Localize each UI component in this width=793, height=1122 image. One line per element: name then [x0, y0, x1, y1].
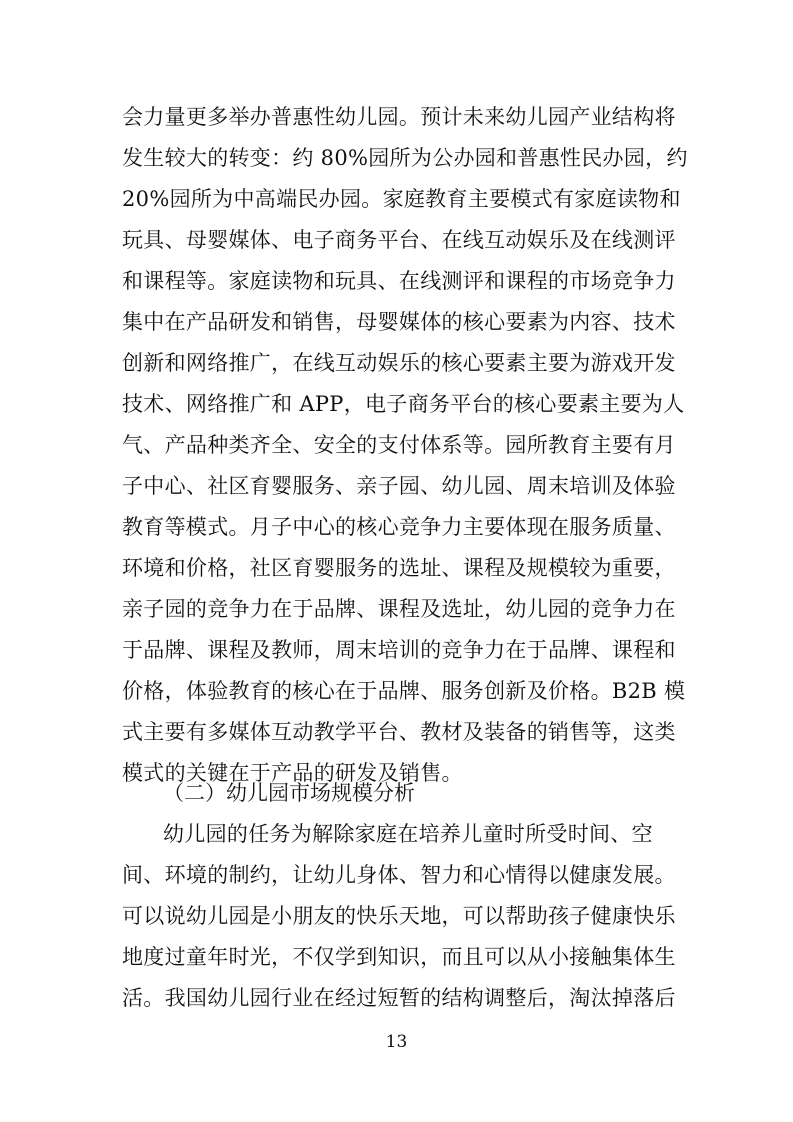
paragraph-line: 式主要有多媒体互动教学平台、教材及装备的销售等，这类 — [122, 720, 676, 744]
paragraph-line: 技术、网络推广和 APP，电子商务平台的核心要素主要为人 — [122, 392, 685, 416]
page-number: 13 — [385, 1032, 408, 1052]
paragraph-line: 可以说幼儿园是小朋友的快乐天地，可以帮助孩子健康快乐 — [122, 904, 676, 928]
paragraph-kindergarten-market — [122, 814, 684, 1019]
paragraph-line: 和课程等。家庭读物和玩具、在线测评和课程的市场竞争力 — [122, 269, 676, 293]
paragraph-line: 间、环境的制约，让幼儿身体、智力和心情得以健康发展。 — [122, 863, 676, 887]
paragraph-line: 发生较大的转变：约 80%园所为公办园和普惠性民办园，约 — [122, 146, 688, 170]
paragraph-line: 创新和网络推广，在线互动娱乐的核心要素主要为游戏开发 — [122, 351, 676, 375]
paragraph-line: 集中在产品研发和销售，母婴媒体的核心要素为内容、技术 — [122, 310, 676, 334]
paragraph-line: 气、产品种类齐全、安全的支付体系等。园所教育主要有月 — [122, 433, 676, 457]
paragraph-line: 20%园所为中高端民办园。家庭教育主要模式有家庭读物和 — [122, 187, 681, 211]
paragraph-line: 教育等模式。月子中心的核心竞争力主要体现在服务质量、 — [122, 515, 676, 539]
paragraph-line: 环境和价格，社区育婴服务的选址、课程及规模较为重要， — [122, 556, 676, 580]
paragraph-line: 地度过童年时光，不仅学到知识，而且可以从小接触集体生 — [122, 945, 676, 969]
paragraph-line: 玩具、母婴媒体、电子商务平台、在线互动娱乐及在线测评 — [122, 228, 676, 252]
paragraph-line: 价格，体验教育的核心在于品牌、服务创新及价格。B2B 模 — [122, 679, 686, 703]
section-heading: （二）幼儿园市场规模分析 — [163, 781, 415, 805]
paragraph-line: 模式的关键在于产品的研发及销售。 — [122, 761, 463, 785]
paragraph-line: 会力量更多举办普惠性幼儿园。预计未来幼儿园产业结构将 — [122, 105, 676, 129]
paragraph-line: 亲子园的竞争力在于品牌、课程及选址，幼儿园的竞争力在 — [122, 597, 676, 621]
paragraph-line: 幼儿园的任务为解除家庭在培养儿童时所受时间、空 — [163, 822, 653, 846]
paragraph-line: 于品牌、课程及教师，周末培训的竞争力在于品牌、课程和 — [122, 638, 676, 662]
paragraph-line: 活。我国幼儿园行业在经过短暂的结构调整后，淘汰掉落后 — [122, 986, 676, 1010]
paragraph-line: 子中心、社区育婴服务、亲子园、幼儿园、周末培训及体验 — [122, 474, 676, 498]
paragraph-industry-models — [122, 97, 688, 794]
